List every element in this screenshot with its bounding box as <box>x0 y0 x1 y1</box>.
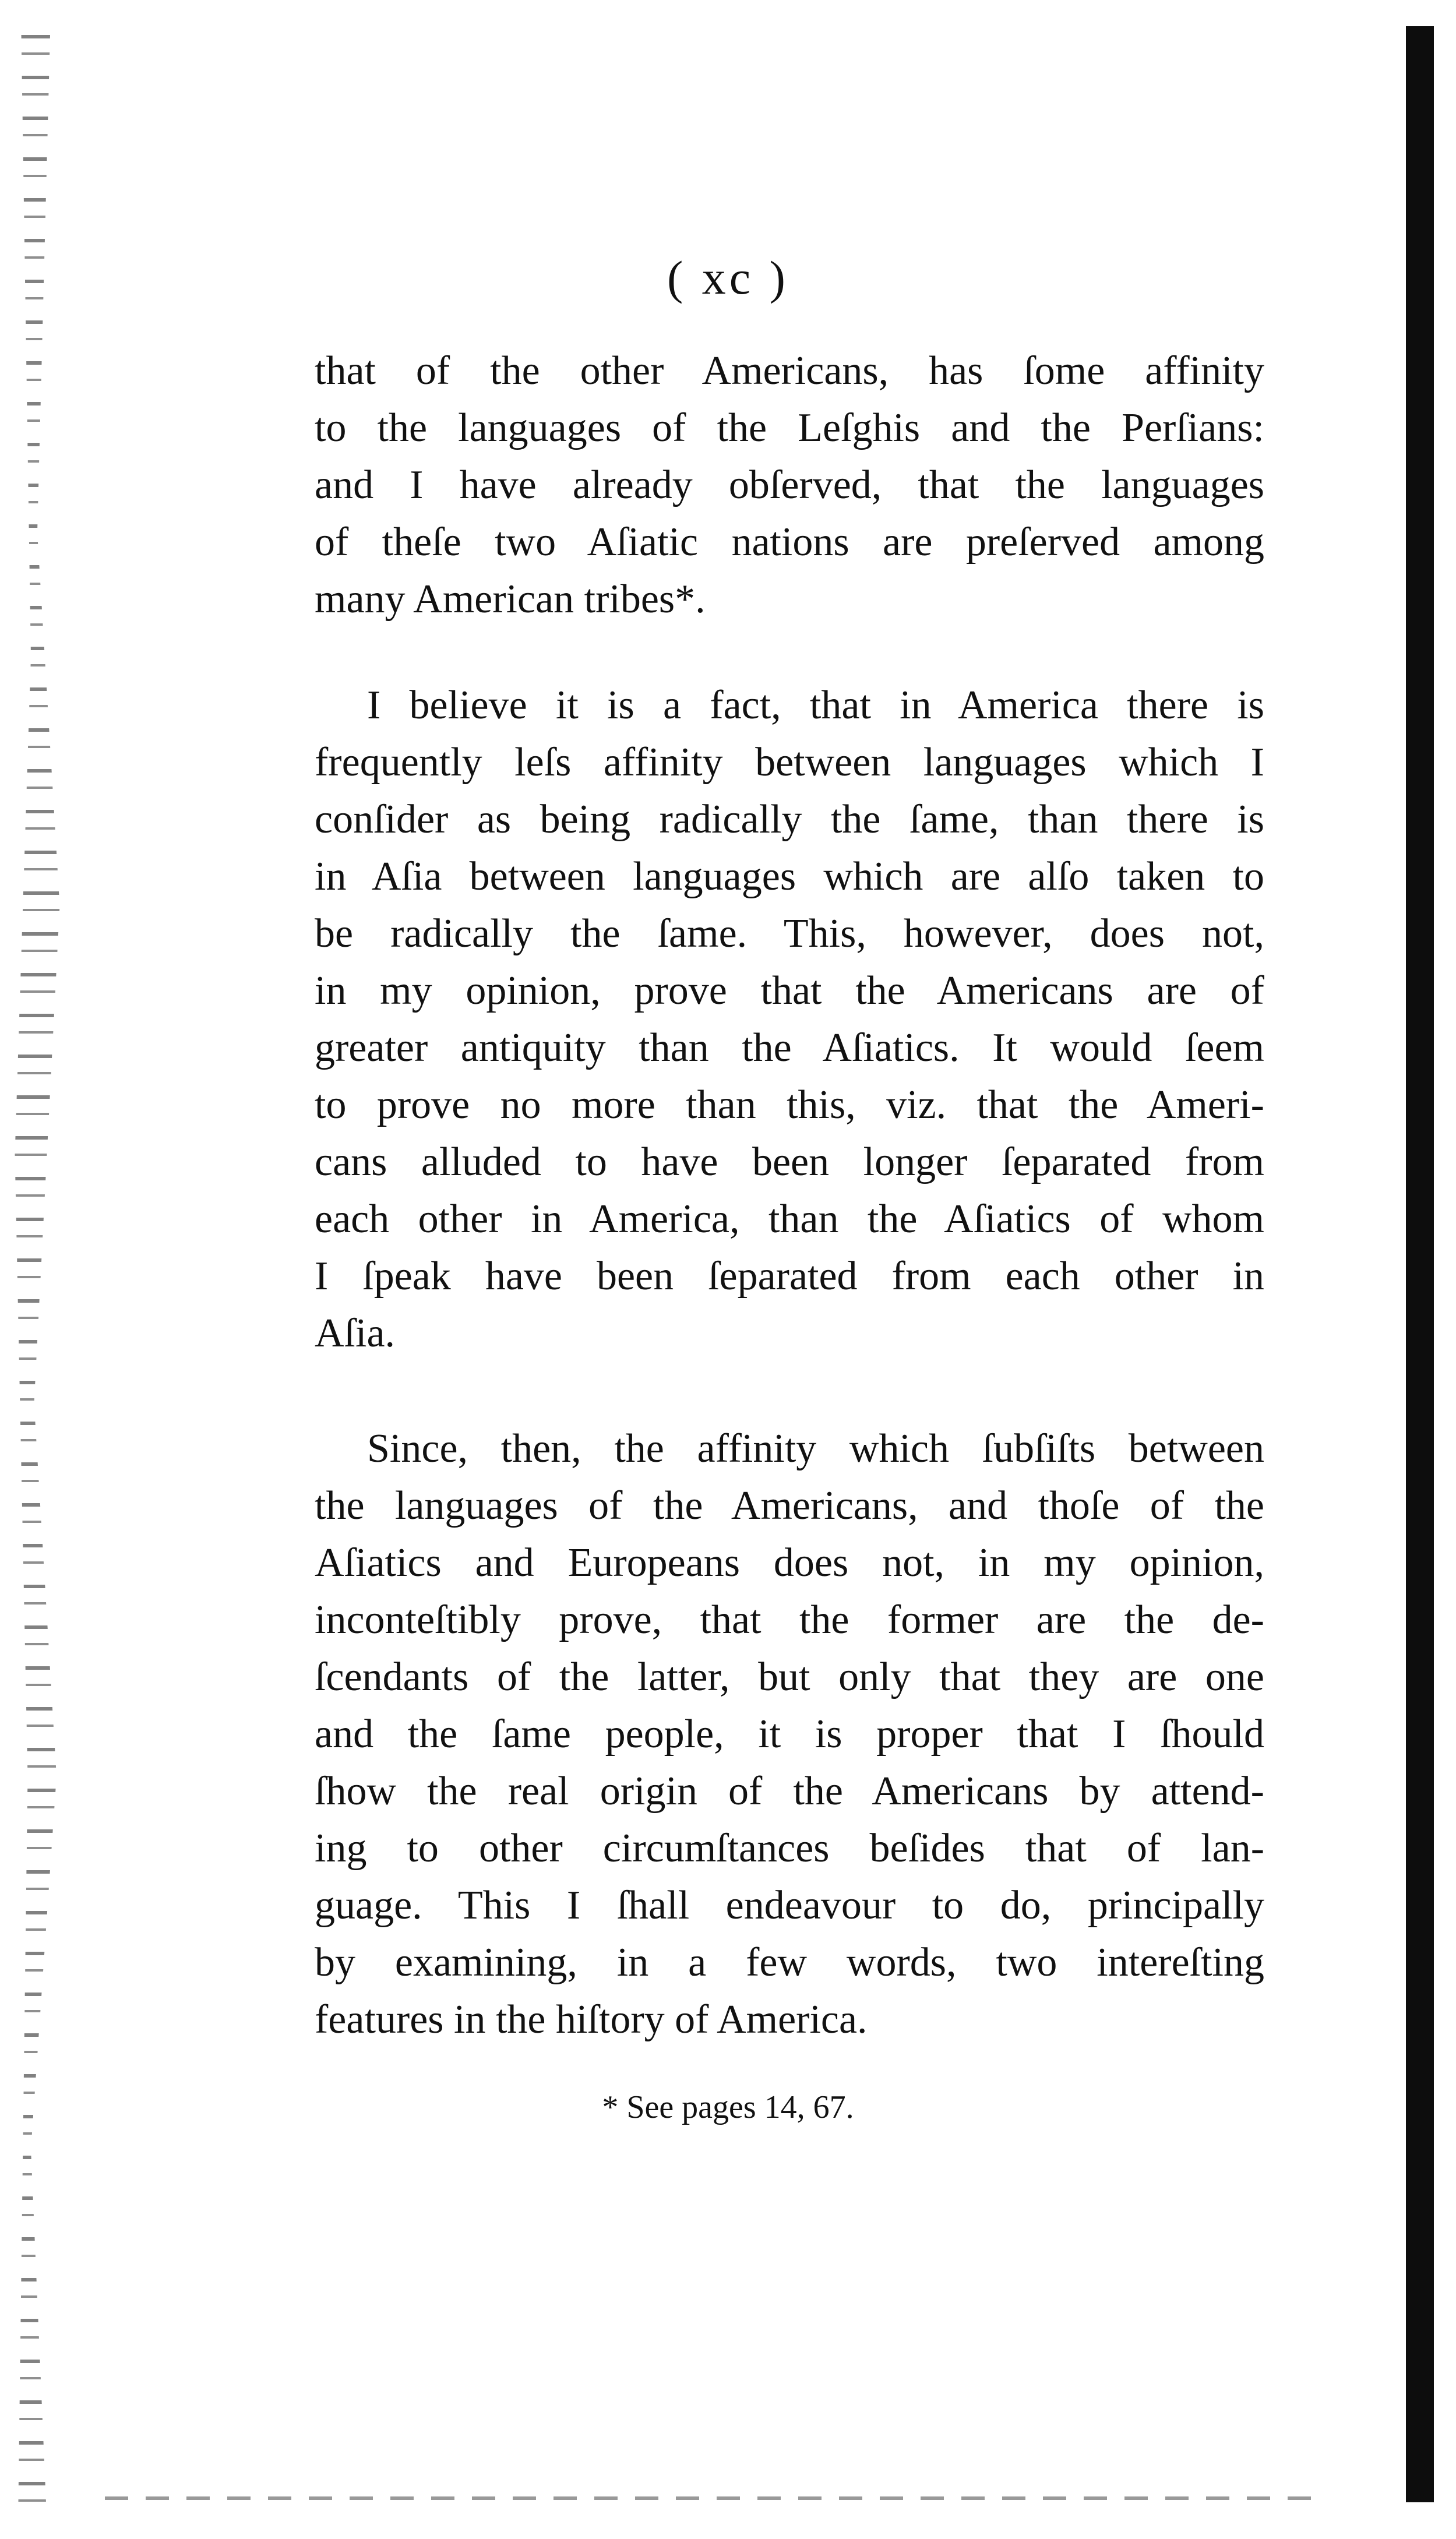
page-number-header: ( xc ) <box>667 251 789 304</box>
text-line: in Aſia between languages which are alſo taken to <box>315 854 1264 899</box>
text-line: that of the other Americans, has ſome affinity <box>315 348 1264 393</box>
text-line: I believe it is a fact, that in America there is <box>367 683 1264 728</box>
scan-bottom-edge-noise <box>105 2496 1328 2500</box>
text-line: frequently leſs affinity between languages which I <box>315 740 1264 785</box>
text-line: features in the hiſtory of America. <box>315 1997 868 2042</box>
text-line: ſhow the real origin of the Americans by attend- <box>315 1769 1264 1814</box>
text-line: the languages of the Americans, and thoſe of the <box>315 1483 1264 1528</box>
text-line: be radically the ſame. This, however, does not, <box>315 911 1264 956</box>
text-line: I ſpeak have been ſeparated from each other in <box>315 1254 1264 1299</box>
text-line: each other in America, than the Aſiatics of whom <box>315 1197 1264 1242</box>
paragraph-3 <box>315 1420 1264 2048</box>
text-line: Aſia. <box>315 1311 396 1356</box>
text-line: of theſe two Aſiatic nations are preſerved among <box>315 520 1264 565</box>
text-line: ſcendants of the latter, but only that they are one <box>315 1655 1264 1699</box>
text-line: guage. This I ſhall endeavour to do, principally <box>315 1883 1264 1928</box>
text-line: in my opinion, prove that the Americans are of <box>315 968 1264 1013</box>
text-line: to prove no more than this, viz. that the Ameri- <box>315 1082 1264 1127</box>
footnote: * See pages 14, 67. <box>602 2089 854 2125</box>
paragraph-2 <box>315 677 1264 1362</box>
text-line: cans alluded to have been longer ſeparated from <box>315 1140 1264 1184</box>
scan-left-edge-noise <box>12 35 76 2523</box>
text-line: by examining, in a few words, two intereſting <box>315 1940 1264 1985</box>
text-line: many American tribes*. <box>315 577 706 622</box>
text-line: ing to other circumſtances beſides that of lan- <box>315 1826 1264 1871</box>
text-line: greater antiquity than the Aſiatics. It would ſeem <box>315 1025 1264 1070</box>
paragraph-1 <box>315 343 1264 628</box>
text-line: inconteſtibly prove, that the former are the de- <box>315 1598 1264 1642</box>
text-line: to the languages of the Leſghis and the Perſians: <box>315 405 1264 450</box>
text-line: Aſiatics and Europeans does not, in my opinion, <box>315 1540 1264 1585</box>
scan-right-edge-bar <box>1406 26 1434 2502</box>
text-line: and the ſame people, it is proper that I ſhould <box>315 1712 1264 1757</box>
text-line: and I have already obſerved, that the languages <box>315 463 1264 507</box>
text-line: conſider as being radically the ſame, than there is <box>315 797 1264 842</box>
text-line: Since, then, the affinity which ſubſiſts between <box>367 1426 1264 1471</box>
